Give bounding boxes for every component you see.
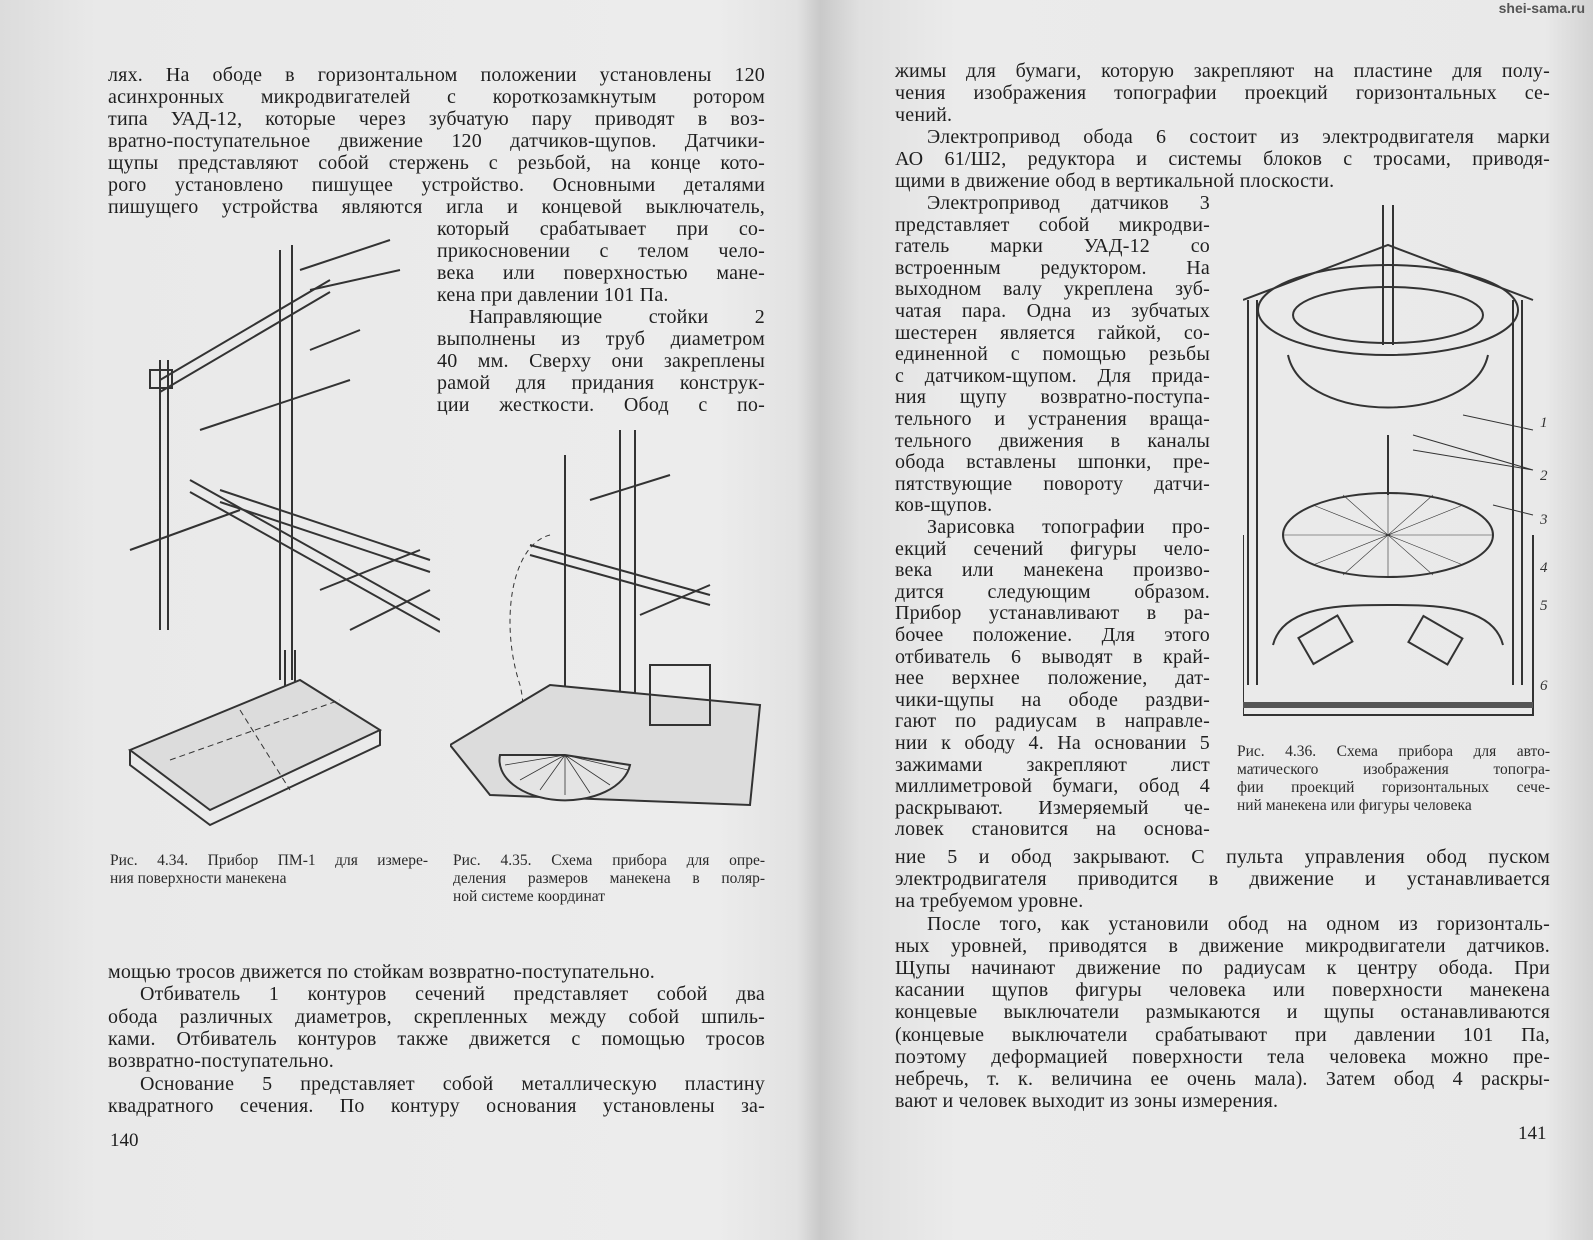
text-line: ния щупу возвратно-поступа- (895, 386, 1210, 409)
text-line: рого установлено пишущее устройство. Основными деталями (108, 174, 765, 196)
page-number: 140 (110, 1130, 139, 1151)
text-line: тельного движения в каналы (895, 429, 1210, 452)
text-line: концевые выключатели размыкаются и щупы останавливаются (895, 1001, 1550, 1024)
watermark: shei-sama.ru (1498, 0, 1585, 16)
text-line: чения изображения топографии проекций горизонтальных се- (895, 82, 1550, 104)
text-line: который срабатывает при со- (437, 218, 765, 240)
figure-caption: ной системе координат (453, 888, 606, 905)
text-line: электродвигателя приводится в движение и устанавливается (895, 868, 1550, 891)
text-line: Щупы начинают движение по радиусам к центру обода. При (895, 957, 1550, 979)
text-line: асинхронных микродвигателей с короткозамкнутым ротором (108, 86, 765, 108)
text-line: ных уровней, приводятся в движение микродвигатели датчиков. (895, 934, 1550, 957)
figure-caption: матического изображения топогра- (1237, 761, 1550, 778)
figure-caption: фии проекций горизонтальных сече- (1237, 779, 1550, 796)
text-line: на требуемом уровне. (895, 890, 1084, 913)
text-line: 40 мм. Сверху они закреплены (437, 350, 765, 372)
figure-caption: ния поверхности манекена (110, 870, 287, 887)
text-line: пишущего устройства являются игла и концевой выключатель, (108, 196, 765, 218)
text-line: мощью тросов движется по стойкам возвратно-поступательно. (108, 961, 655, 983)
text-line: обода вставлены шпонки, пре- (895, 451, 1210, 474)
text-line: рамой для придания конструк- (437, 372, 765, 394)
figure-label: 2 (1540, 468, 1548, 484)
text-line: Электропривод обода 6 состоит из электродвигателя марки (927, 126, 1550, 148)
text-line: отбиватель 6 выводят в край- (895, 645, 1210, 668)
text-line: выполнены из труб диаметром (437, 328, 765, 350)
text-line: касании щупов фигуры человека или поверхности манекена (895, 979, 1550, 1002)
text-line: екций сечений фигуры чело- (895, 537, 1210, 560)
figure-caption: Рис. 4.36. Схема прибора для авто- (1237, 743, 1550, 760)
text-line: бочее положение. Для этого (895, 624, 1210, 646)
text-line: выходном валу укреплена зуб- (895, 278, 1210, 301)
text-line: ловек становится на основа- (895, 818, 1210, 841)
text-line: ками. Отбиватель контуров также движется с помощью тросов (108, 1027, 765, 1050)
text-line: небречь, т. к. величина ее очень мала). Затем обод 4 раскры- (895, 1068, 1550, 1090)
text-line: обода различных диаметров, скрепленных между собой шпиль- (108, 1005, 765, 1028)
text-line: нее верхнее положение, дат- (895, 667, 1210, 690)
figure-caption: Рис. 4.35. Схема прибора для опре- (453, 852, 765, 869)
figure-label: 5 (1540, 598, 1548, 614)
text-line: прикосновении с телом чело- (437, 240, 765, 262)
text-line: представляет собой микродви- (895, 213, 1210, 236)
text-line: встроенным редуктором. На (895, 256, 1210, 279)
text-line: пятствующие повороту датчи- (895, 472, 1210, 495)
text-line: типа УАД-12, которые через зубчатую пару приводят в воз- (108, 108, 765, 130)
text-line: квадратного сечения. По контуру основания установлены за- (108, 1094, 765, 1117)
text-line: (концевые выключатели срабатывают при давлении 101 Па, (895, 1023, 1550, 1046)
text-line: с датчиком-щупом. Для прида- (895, 364, 1210, 387)
text-line: гают по радиусам в направле- (895, 710, 1210, 733)
text-line: вратно-поступательное движение 120 датчиков-щупов. Датчики- (108, 130, 765, 152)
text-line: ции жесткости. Обод с по- (437, 394, 765, 416)
text-line: Основание 5 представляет собой металлическую пластину (140, 1072, 765, 1095)
text-line: лях. На ободе в горизонтальном положении установлены 120 (108, 64, 765, 86)
text-line: зажимами закрепляют лист (895, 753, 1210, 776)
text-line: Зарисовка топографии про- (927, 516, 1210, 538)
text-line: единенной с помощью резьбы (895, 343, 1210, 366)
text-line: Отбиватель 1 контуров сечений представляет собой два (140, 983, 765, 1006)
text-line: щупы представляют собой стержень с резьбой, на конце кото- (108, 152, 765, 174)
text-line: раскрывают. Измеряемый че- (895, 796, 1210, 819)
text-line: ков-щупов. (895, 494, 993, 517)
text-line: чатая пара. Одна из зубчатых (895, 300, 1210, 322)
text-line: щими в движение обод в вертикальной плоскости. (895, 170, 1335, 192)
text-line: гатель марки УАД-12 со (895, 235, 1210, 258)
text-line: кена при давлении 101 Па. (437, 284, 669, 306)
figure-caption: Рис. 4.34. Прибор ПМ-1 для измере- (110, 852, 428, 869)
figure-caption: ний манекена или фигуры человека (1237, 797, 1472, 814)
text-line: тельного и устранения враща- (895, 408, 1210, 430)
figure-label: 4 (1540, 560, 1548, 576)
text-line: После того, как установили обод на одном из горизонталь- (927, 912, 1550, 935)
text-line: АО 61/Ш2, редуктора и системы блоков с тросами, приводя- (895, 148, 1550, 170)
figure-caption: деления размеров манекена в поляр- (453, 870, 765, 887)
text-line: чений. (895, 104, 953, 126)
text-line: ние 5 и обод закрывают. С пульта управления обод пуском (895, 846, 1550, 868)
figure-label: 1 (1540, 415, 1548, 431)
figure-4-34-device-pm1 (120, 230, 440, 830)
figure-4-35-polar-device (450, 425, 770, 825)
text-line: миллиметровой бумаги, обод 4 (895, 775, 1210, 798)
figure-label: 3 (1540, 512, 1548, 528)
text-line: шестерен является гайкой, со- (895, 321, 1210, 344)
text-line: века или манекена произво- (895, 559, 1210, 582)
figure-4-36-automatic-device (1243, 205, 1543, 725)
page-number: 141 (1518, 1123, 1547, 1144)
text-line: нии к ободу 4. На основании 5 (895, 732, 1210, 754)
text-line: Направляющие стойки 2 (469, 306, 765, 328)
text-line: века или поверхностью мане- (437, 262, 765, 284)
text-line: вают и человек выходит из зоны измерения. (895, 1090, 1279, 1113)
text-line: возвратно-поступательно. (108, 1050, 334, 1073)
text-line: Электропривод датчиков 3 (927, 192, 1210, 214)
text-line: Прибор устанавливают в ра- (895, 602, 1210, 625)
text-line: поэтому деформацией поверхности тела человека можно пре- (895, 1045, 1550, 1068)
text-line: жимы для бумаги, которую закрепляют на пластине для полу- (895, 60, 1550, 82)
figure-label: 6 (1540, 678, 1548, 694)
text-line: чики-щупы на ободе раздви- (895, 688, 1210, 711)
text-line: дится следующим образом. (895, 580, 1210, 603)
